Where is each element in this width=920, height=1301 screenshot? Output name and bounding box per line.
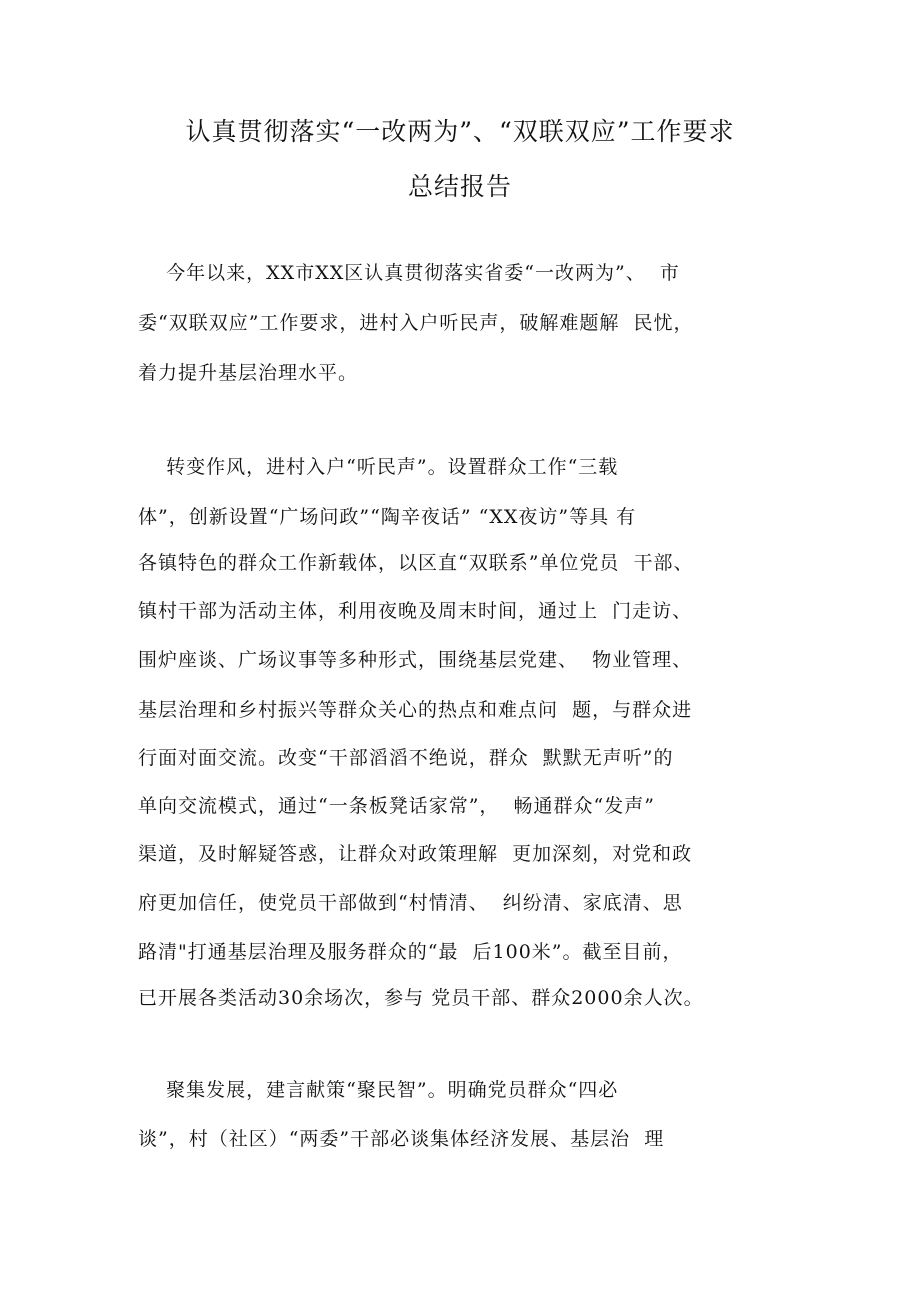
paragraph-line: 今年以来，XX市XX区认真贯彻落实省委“一改两为”、 市 bbox=[138, 262, 680, 284]
paragraph-line: 委“双联双应”工作要求，进村入户听民声，破解难题解 民忧， bbox=[138, 312, 694, 334]
paragraph-line: 镇村干部为活动主体，利用夜晚及周末时间，通过上 门走访、 bbox=[138, 600, 693, 622]
paragraph-line: 基层治理和乡村振兴等群众关心的热点和难点问 题，与群众进 bbox=[138, 699, 693, 721]
paragraph-line: 路清"打通基层治理及服务群众的“最 后100米”。截至目前， bbox=[138, 941, 683, 963]
paragraph-line: 府更加信任，使党员干部做到“村情清、 纠纷清、家底清、思 bbox=[138, 892, 683, 914]
document-title-line-2: 总结报告 bbox=[407, 172, 512, 201]
document-title-line-1: 认真贯彻落实“一改两为”、“双联双应”工作要求 bbox=[185, 117, 735, 146]
paragraph-line: 已开展各类活动30余场次，参与 党员干部、群众2000余人次。 bbox=[138, 987, 704, 1009]
paragraph-line: 围炉座谈、广场议事等多种形式，围绕基层党建、 物业管理、 bbox=[138, 649, 693, 671]
paragraph-line: 渠道，及时解疑答惑，让群众对政策理解 更加深刻，对党和政 bbox=[138, 843, 693, 865]
paragraph-line: 单向交流模式，通过“一条板凳话家常”， 畅通群众“发声” bbox=[138, 795, 655, 817]
paragraph-line: 体”，创新设置“广场问政”“陶辛夜话” “XX夜访”等具 有 bbox=[138, 506, 637, 528]
paragraph-line: 转变作风，进村入户“听民声”。设置群众工作“三载 bbox=[138, 456, 619, 478]
paragraph-line: 聚集发展，建言献策“聚民智”。明确党员群众“四必 bbox=[138, 1079, 619, 1101]
paragraph-line: 行面对面交流。改变“干部滔滔不绝说，群众 默默无声听”的 bbox=[138, 747, 674, 769]
paragraph-line: 各镇特色的群众工作新载体，以区直“双联系”单位党员 干部、 bbox=[138, 552, 694, 574]
paragraph-line: 谈”，村（社区）“两委”干部必谈集体经济发展、基层治 理 bbox=[138, 1128, 665, 1150]
paragraph-line: 着力提升基层治理水平。 bbox=[138, 362, 359, 384]
